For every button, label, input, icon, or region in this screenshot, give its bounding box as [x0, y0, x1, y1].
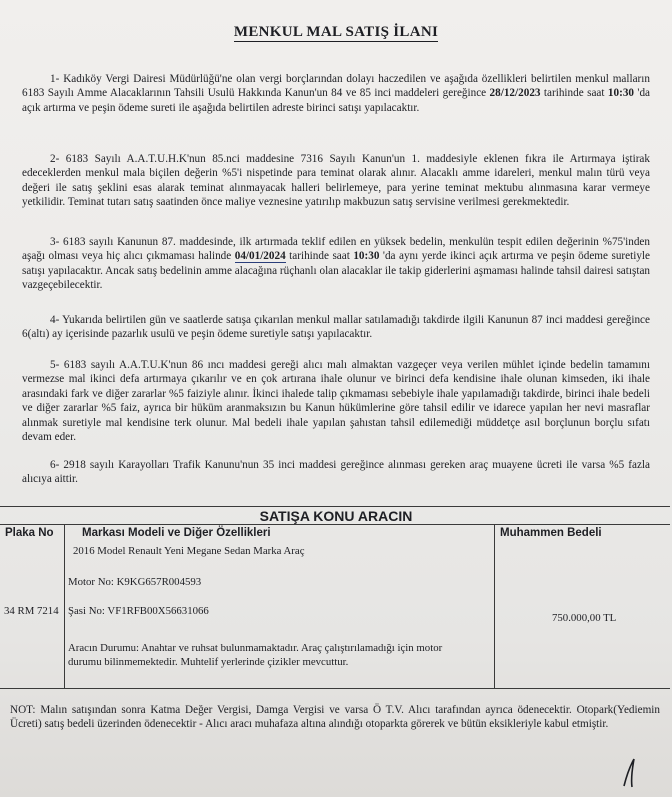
paragraph-1 — [22, 72, 650, 115]
paragraph-3-text-a: 3- 6183 sayılı Kanunun 87. maddesinde, ilk artırmada teklif edilen en yüksek bedelin, menkulün tespit edilen değerinin %75'inden aşağı olması veya hiç alıcı çıkmaması halinde — [22, 236, 650, 263]
second-sale-time: 10:30 — [353, 250, 380, 263]
paragraph-2-text: 2- 6183 Sayılı A.A.T.U.H.K'nun 85.nci maddesine 7316 Sayılı Kanun'un 1. maddesiyle eklenen fıkra ile Artırmaya iştirak edeceklerden menkul mala biçilen değerin %5'i nispetinde para teminat olarak alınır. Alacaklı amme idareleri, menkul malın türü veya değeri ile satış şeklini esas alarak teminat alınmayacak halleri belirlemeye, para yerine teminat mektubu alınmasına karar vermeye yetkilidir. Teminat tutarı satış saatinden önce maliye veznesine yatırılıp makbuzun satış servisine verilmesi gerekmektedir. — [22, 153, 650, 209]
header-plate: Plaka No — [5, 527, 54, 539]
vehicle-plate: 34 RM 7214 — [4, 605, 59, 617]
paragraph-5 — [22, 358, 650, 444]
paragraph-5-text: 5- 6183 sayılı A.A.T.U.K'nun 86 ıncı maddesi gereği alıcı malı almaktan vazgeçer veya verilen mühlet içinde bedelin tamamını vermezse mal ikinci defa artırmaya çıkarılır ve en çok artırana ihale olunur ve birinci defa kendisine ihale olunan kimseden, iki ihale arasındaki fark ve diğer zararlar %5 faiziyle alınır. İkinci ihalede talip çıkmaması sebebiyle ihale yapılamadığı takdirde, birinci ihale bedeli ve diğer zararlar %5 faiz, ayrıca bir hüküm aranmaksızın bu Kanun hükümlerine göre tahsil edilir ve idarece yapılan her nevi masraflar alınmak suretiyle mal kendisine terk olunur. Mal bedeli ihale yapılan şahıstan tahsil edilemediği müddetçe asıl borçlunun borçlu sıfatı devam eder. — [22, 359, 650, 444]
table-top-border — [0, 506, 670, 507]
paragraph-3-text-b: tarihinde saat — [285, 250, 354, 263]
table-header-border — [0, 524, 670, 525]
paragraph-4 — [22, 313, 650, 342]
paragraph-1-text-a: 1- Kadıköy Vergi Dairesi Müdürlüğü'ne olan vergi borçlarından dolayı haczedilen ve aşağıda özellikleri belirtilen menkul malların 6183 Sayılı Amme Alacaklarının Tahsili Usulü Hakkında Kanun'un 84 ve 85 inci maddeleri gereğince — [22, 73, 650, 100]
header-estimated-value: Muhammen Bedeli — [500, 527, 602, 539]
vehicle-engine-no: Motor No: K9KG657R004593 — [68, 576, 202, 588]
table-bottom-border — [0, 688, 670, 689]
paragraph-1-text-b: tarihinde saat — [540, 87, 608, 100]
paragraph-1-text-c: 'da açık artırma ve peşin ödeme sureti ile aşağıda belirtilen adreste birinci satışı yapılacaktır. — [22, 87, 650, 114]
paragraph-2 — [22, 152, 650, 210]
paragraph-4-text: 4- Yukarıda belirtilen gün ve saatlerde satışa çıkarılan menkul mallar satılamadığı takdirde ilgili Kanunun 87 inci maddesi gereğince 6(altı) ay içerisinde pazarlık usulü ve peşin ödeme suretiyle satışı yapılacaktır. — [22, 314, 650, 341]
paragraph-3 — [22, 235, 650, 293]
second-sale-date: 04/01/2024 — [234, 250, 286, 263]
first-sale-time: 10:30 — [607, 87, 635, 100]
table-column-divider — [64, 524, 65, 688]
vehicle-model: 2016 Model Renault Yeni Megane Sedan Marka Araç — [73, 545, 305, 557]
first-sale-date: 28/12/2023 — [489, 87, 541, 100]
paragraph-6 — [22, 458, 650, 487]
paragraph-6-text: 6- 2918 sayılı Karayolları Trafik Kanunu'nun 35 inci maddesi gereğince alınması gereken araç muayene ücreti ile varsa %5 fazla alıcıya aittir. — [22, 459, 650, 486]
vehicle-estimated-value: 750.000,00 TL — [552, 612, 617, 624]
header-brand-model: Markası Modeli ve Diğer Özellikleri — [82, 527, 271, 539]
vehicle-condition: Aracın Durumu: Anahtar ve ruhsat bulunmamaktadır. Araç çalıştırılamadığı için motor durumu bilinmemektedir. Muhtelif yerlerinde çizikler mevcuttur. — [68, 642, 443, 668]
vehicle-table-title: SATIŞA KONU ARACIN — [259, 508, 413, 524]
vehicle-chassis-no: Şasi No: VF1RFB00X56631066 — [68, 605, 209, 617]
paragraph-3-text-c: 'da aynı yerde ikinci açık artırma ve peşin ödeme suretiyle satışı yapılacaktır. Ancak satış bedelinin amme alacağına rüçhanlı olan alacaklar ile takip giderlerini aşmaması halinde tahsil dairesi satıştan vazgeçebilecektir. — [22, 250, 650, 292]
document-title: MENKUL MAL SATIŞ İLANI — [233, 24, 439, 40]
table-column-divider — [494, 524, 495, 688]
signature-mark — [620, 756, 642, 790]
footer-note: NOT: Malın satışından sonra Katma Değer Vergisi, Damga Vergisi ve varsa Ö T.V. Alıcı tarafından ayrıca ödenecektir. Otopark(Yediemin Ücreti) satış bedeli üzerinden ödenecektir - Alıcı aracı muhafaza altına alındığı otoparkta görerek ve bütün eksikleriyle kabul etmiştir. — [10, 704, 660, 730]
